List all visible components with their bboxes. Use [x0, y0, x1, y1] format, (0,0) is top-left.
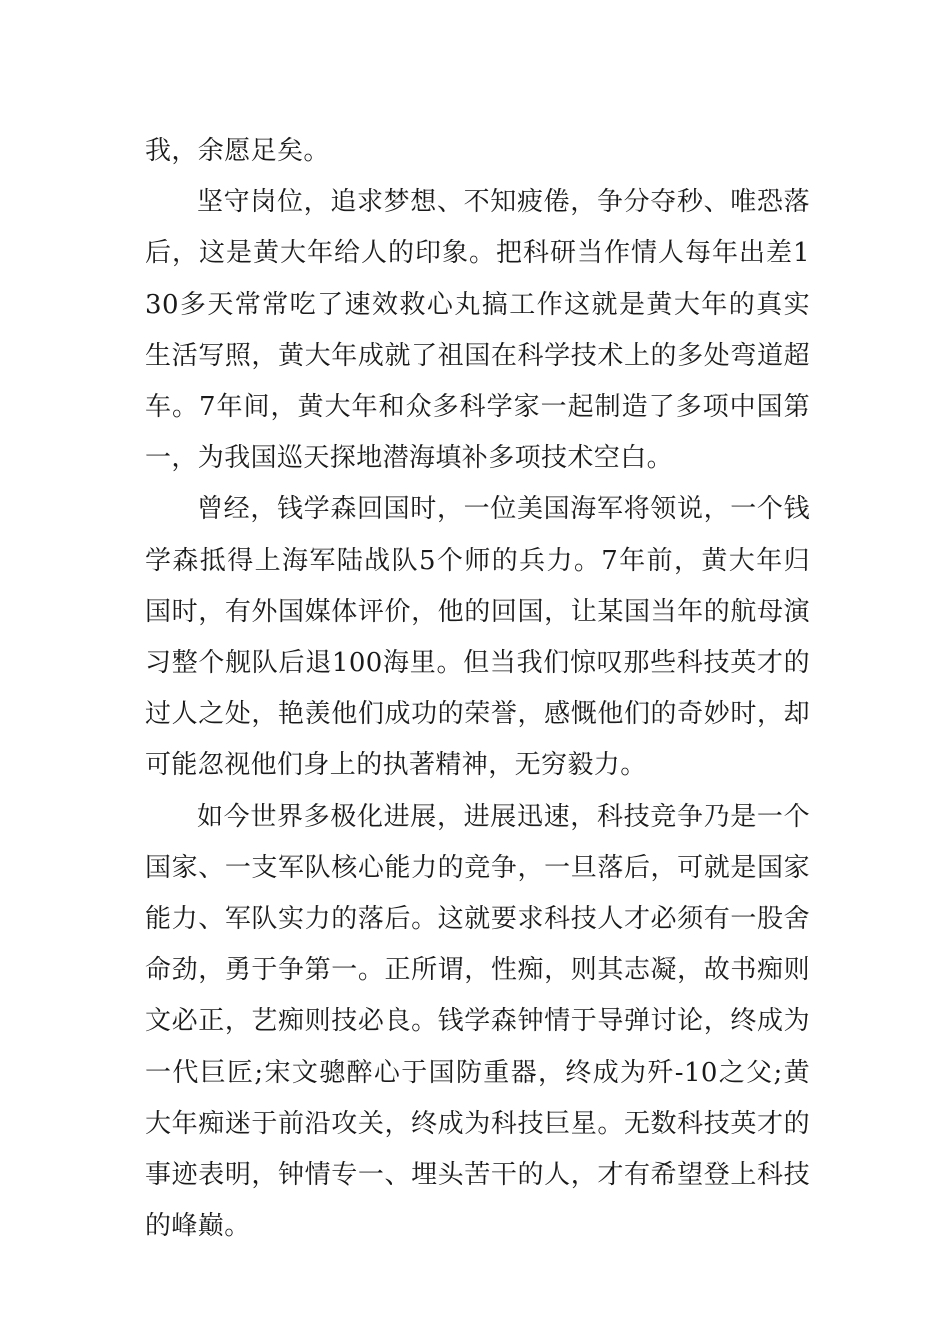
paragraph-2: 坚守岗位，追求梦想、不知疲倦，争分夺秒、唯恐落后，这是黄大年给人的印象。把科研当作情人每年出差130多天常常吃了速效救心丸搞工作这就是黄大年的真实生活写照，黄大年成就了祖国在科学技术上的多处弯道超车。7年间，黄大年和众多科学家一起制造了多项中国第一，为我国巡天探地潜海填补多项技术空白。: [145, 187, 810, 474]
paragraph-3: 曾经，钱学森回国时，一位美国海军将领说，一个钱学森抵得上海军陆战队5个师的兵力。7年前，黄大年归国时，有外国媒体评价，他的回国，让某国当年的航母演习整个舰队后退100海里。但当我们惊叹那些科技英才的过人之处，艳羡他们成功的荣誉，感慨他们的奇妙时，却可能忽视他们身上的执著精神，无穷毅力。: [145, 494, 810, 781]
document-body: [145, 126, 810, 1252]
paragraph-4: 如今世界多极化进展，进展迅速，科技竞争乃是一个国家、一支军队核心能力的竞争，一旦落后，可就是国家能力、军队实力的落后。这就要求科技人才必须有一股舍命劲，勇于争第一。正所谓，性痴，则其志凝，故书痴则文必正，艺痴则技必良。钱学森钟情于导弹讨论，终成为一代巨匠;宋文骢醉心于国防重器，终成为歼-10之父;黄大年痴迷于前沿攻关，终成为科技巨星。无数科技英才的事迹表明，钟情专一、埋头苦干的人，才有希望登上科技的峰巅。: [145, 801, 810, 1242]
paragraph-1: 我，余愿足矣。: [145, 136, 330, 166]
